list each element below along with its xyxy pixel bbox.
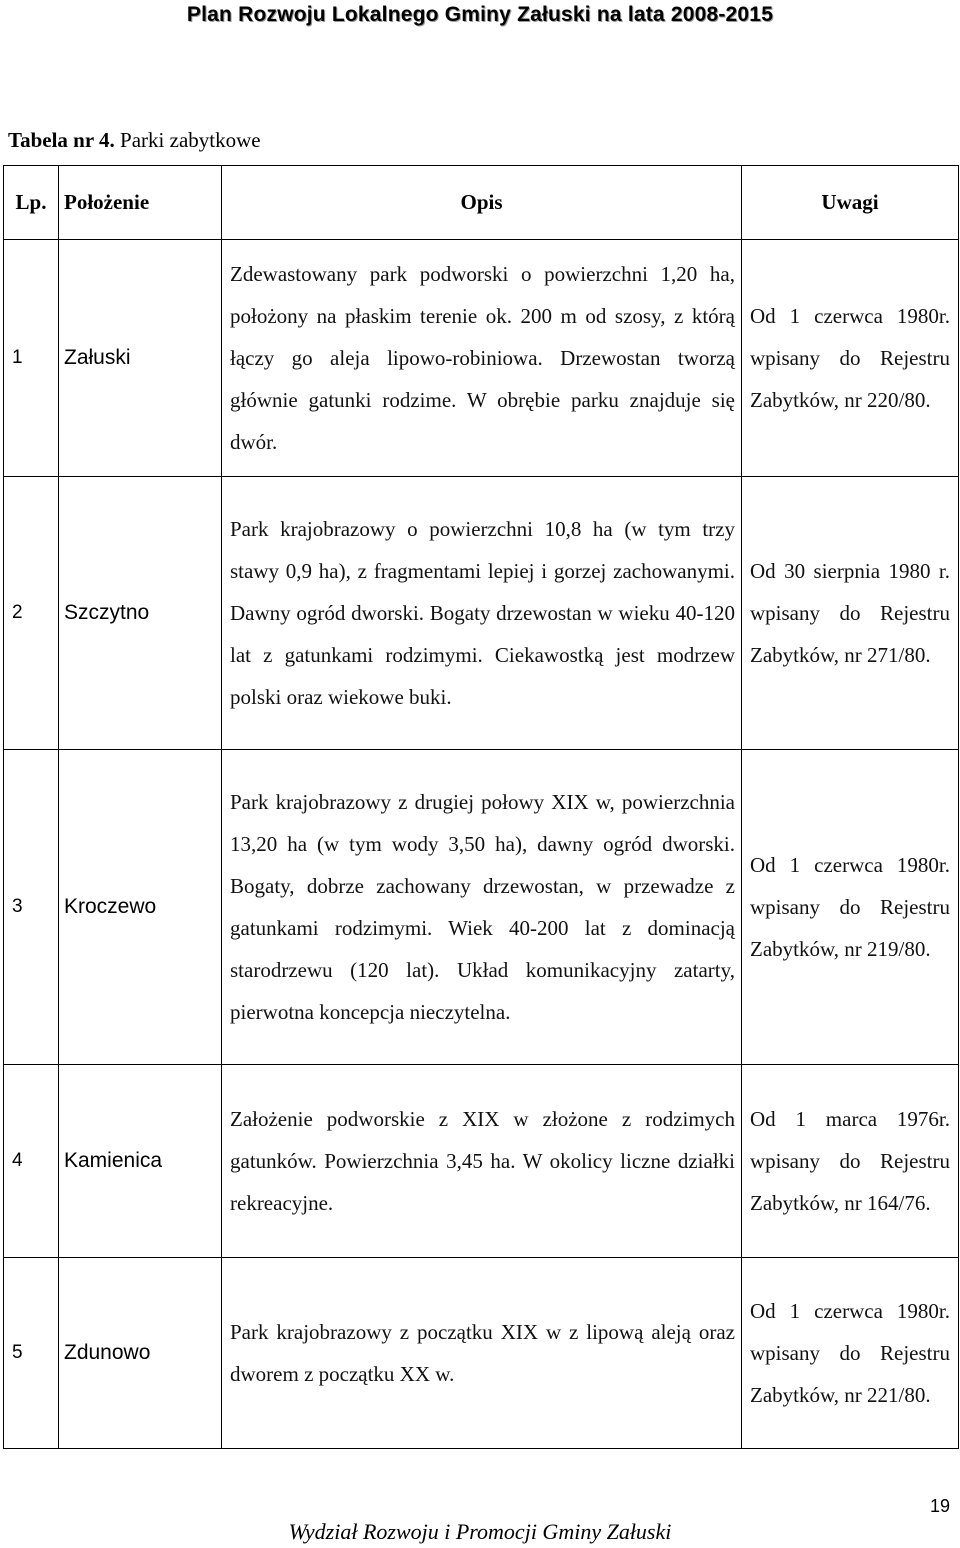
table-row xyxy=(4,1065,959,1258)
column-header-location: Położenie xyxy=(59,166,222,240)
document-header: Plan Rozwoju Lokalnego Gminy Załuski na lata 2008-2015 xyxy=(186,3,774,26)
column-header-lp: Lp. xyxy=(4,166,59,240)
cell-lp: 5 xyxy=(4,1258,59,1449)
cell-description: Park krajobrazowy o powierzchni 10,8 ha (w tym trzy stawy 0,9 ha), z fragmentami lepiej i gorzej zachowanymi. Dawny ogród dworski. Bogaty drzewostan w wieku 40-120 lat z gatunkami rodzimymi. Ciekawostką jest modrzew polski oraz wiekowe buki. xyxy=(222,477,742,750)
cell-notes: Od 30 sierpnia 1980 r. wpisany do Rejestru Zabytków, nr 271/80. xyxy=(742,477,959,750)
cell-notes: Od 1 marca 1976r. wpisany do Rejestru Zabytków, nr 164/76. xyxy=(742,1065,959,1258)
monument-parks-table xyxy=(3,165,959,1449)
table-caption-label: Tabela nr 4. xyxy=(8,128,115,152)
column-header-notes: Uwagi xyxy=(742,166,959,240)
cell-description: Zdewastowany park podworski o powierzchni 1,20 ha, położony na płaskim terenie ok. 200 m od szosy, z którą łączy go aleja lipowo-robiniowa. Drzewostan tworzą głównie gatunki rodzime. W obrębie parku znajduje się dwór. xyxy=(222,240,742,477)
cell-lp: 4 xyxy=(4,1065,59,1258)
cell-location: Załuski xyxy=(59,240,222,477)
table-caption xyxy=(8,126,261,154)
table-row xyxy=(4,477,959,750)
cell-description: Założenie podworskie z XIX w złożone z rodzimych gatunków. Powierzchnia 3,45 ha. W okolicy liczne działki rekreacyjne. xyxy=(222,1065,742,1258)
column-header-description: Opis xyxy=(222,166,742,240)
cell-lp: 1 xyxy=(4,240,59,477)
page-number: 19 xyxy=(929,1496,950,1516)
cell-notes: Od 1 czerwca 1980r. wpisany do Rejestru Zabytków, nr 219/80. xyxy=(742,750,959,1065)
cell-location: Kroczewo xyxy=(59,750,222,1065)
table-row xyxy=(4,240,959,477)
table-row xyxy=(4,750,959,1065)
cell-lp: 2 xyxy=(4,477,59,750)
cell-lp: 3 xyxy=(4,750,59,1065)
cell-description: Park krajobrazowy z drugiej połowy XIX w, powierzchnia 13,20 ha (w tym wody 3,50 ha), dawny ogród dworski. Bogaty, dobrze zachowany drzewostan, w przewadze z gatunkami rodzimymi. Wiek 40-200 lat z dominacją starodrzewu (120 lat). Układ komunikacyjny zatarty, pierwotna koncepcja nieczytelna. xyxy=(222,750,742,1065)
table-header-row xyxy=(4,166,959,240)
cell-location: Kamienica xyxy=(59,1065,222,1258)
cell-notes: Od 1 czerwca 1980r. wpisany do Rejestru Zabytków, nr 221/80. xyxy=(742,1258,959,1449)
cell-location: Szczytno xyxy=(59,477,222,750)
table-row xyxy=(4,1258,959,1449)
document-footer: Wydział Rozwoju i Promocji Gminy Załuski xyxy=(288,1519,672,1544)
cell-location: Zdunowo xyxy=(59,1258,222,1449)
cell-description: Park krajobrazowy z początku XIX w z lipową aleją oraz dworem z początku XX w. xyxy=(222,1258,742,1449)
table-caption-text: Parki zabytkowe xyxy=(120,128,261,152)
cell-notes: Od 1 czerwca 1980r. wpisany do Rejestru Zabytków, nr 220/80. xyxy=(742,240,959,477)
